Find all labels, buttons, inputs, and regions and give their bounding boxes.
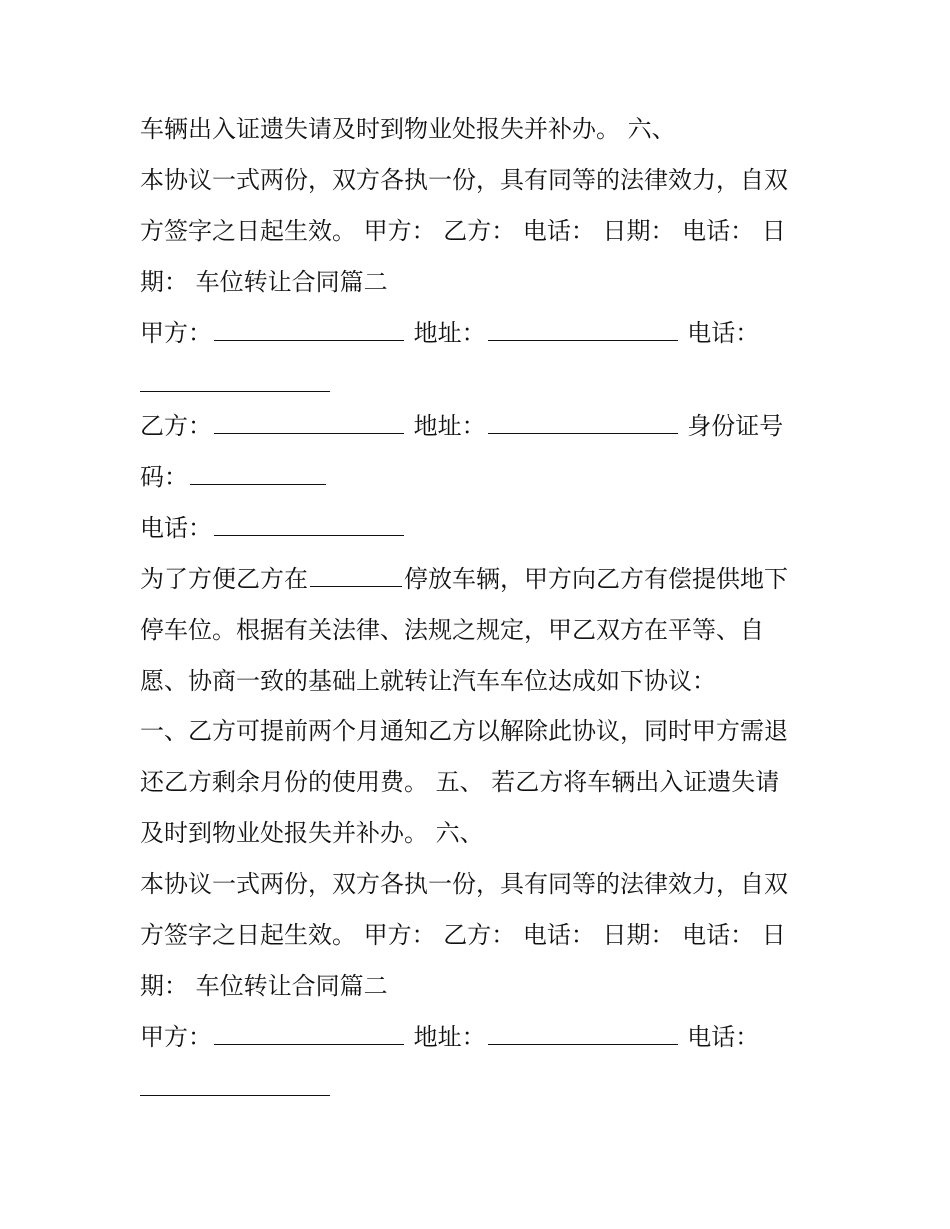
text-line: 本协议一式两份，双方各执一份，具有同等的法律效力，自双: [140, 870, 788, 898]
text-line: 车辆出入证遗失请及时到物业处报失并补办。 六、: [140, 115, 676, 143]
phone-blank: [214, 513, 404, 536]
phone-blank: [140, 1073, 330, 1096]
party-a-line: [140, 318, 759, 348]
text-line: 一、乙方可提前两个月通知乙方以解除此协议，同时甲方需退: [140, 717, 788, 745]
party-b-label: 乙方：: [140, 412, 212, 440]
id-number-label-cont: 码：: [140, 463, 188, 491]
party-a-line: [140, 1022, 759, 1052]
address-blank: [488, 1022, 678, 1045]
party-b-blank: [214, 411, 404, 434]
address-label: 地址：: [413, 319, 486, 347]
text-fragment: 为了方便乙方在: [140, 565, 308, 593]
party-a-label: 甲方：: [140, 319, 212, 347]
text-line: 期： 车位转让合同篇二: [140, 268, 388, 296]
phone-label: 电话：: [140, 514, 212, 542]
phone-blank: [140, 369, 330, 392]
phone-line: [140, 513, 406, 543]
parking-location-line: [140, 564, 788, 594]
id-number-line: [140, 462, 328, 492]
party-a-blank: [214, 1022, 404, 1045]
text-line: 本协议一式两份，双方各执一份，具有同等的法律效力，自双: [140, 166, 788, 194]
location-blank: [310, 564, 402, 587]
address-label: 地址：: [413, 1023, 486, 1051]
text-fragment: 停放车辆，甲方向乙方有偿提供地下: [404, 565, 788, 593]
text-line: 方签字之日起生效。 甲方： 乙方： 电话： 日期： 电话： 日: [140, 217, 786, 245]
text-line: 停车位。根据有关法律、法规之规定，甲乙双方在平等、自: [140, 616, 764, 644]
phone-blank-line: [140, 369, 332, 399]
text-line: 方签字之日起生效。 甲方： 乙方： 电话： 日期： 电话： 日: [140, 921, 786, 949]
phone-label: 电话：: [687, 319, 760, 347]
phone-label: 电话：: [687, 1023, 760, 1051]
party-b-line: [140, 411, 783, 441]
text-line: 及时到物业处报失并补办。 六、: [140, 819, 484, 847]
id-number-label: 身份证号: [687, 412, 784, 440]
id-number-blank: [190, 462, 326, 485]
address-label: 地址：: [413, 412, 486, 440]
text-line: 期： 车位转让合同篇二: [140, 972, 388, 1000]
party-a-blank: [214, 318, 404, 341]
text-line: 还乙方剩余月份的使用费。 五、 若乙方将车辆出入证遗失请: [140, 768, 780, 796]
party-a-label: 甲方：: [140, 1023, 212, 1051]
address-blank: [488, 318, 678, 341]
phone-blank-line: [140, 1073, 332, 1103]
text-line: 愿、协商一致的基础上就转让汽车车位达成如下协议：: [140, 667, 716, 695]
address-blank: [488, 411, 678, 434]
